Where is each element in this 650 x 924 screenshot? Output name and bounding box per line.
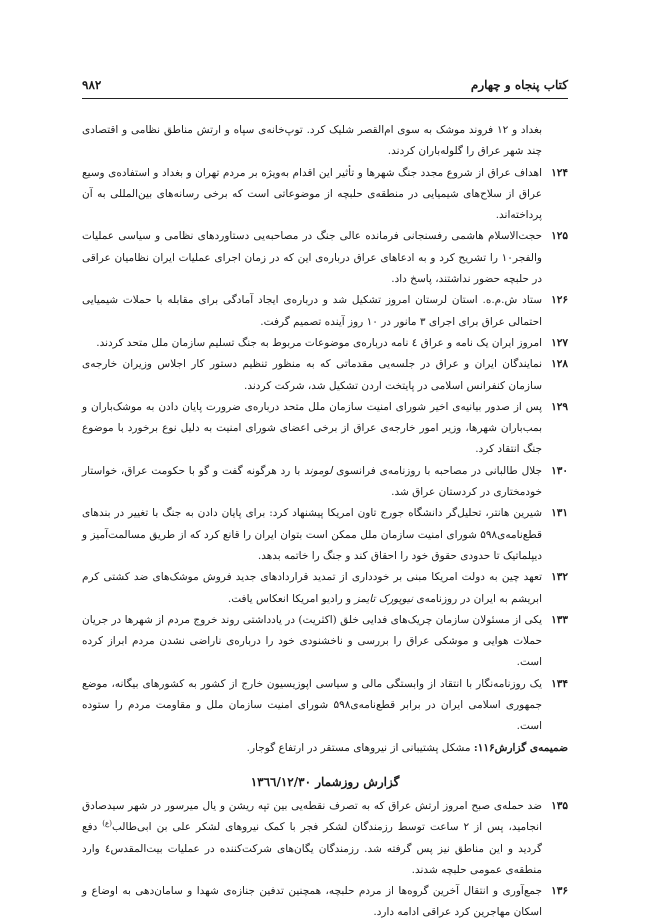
list-item [82, 503, 568, 567]
book-title: کتاب پنجاه و چهارم [470, 78, 568, 92]
item-text: اهداف عراق از شروع مجدد جنگ شهرها و تأثیر این اقدام به‌ویژه بر مردم تهران و بغداد و استفاده‌ی وسیع عراق از سلاح‌های شیمیایی در منطقه‌ی حلبچه از موضوعاتی است که برخی رسانه‌های بین‌المللی به آن پرداخته‌اند. [82, 166, 542, 222]
list-item [82, 674, 568, 738]
item-text-part: و رادیو امریکا انعکاس یافت. [227, 592, 355, 605]
list-item [82, 290, 568, 333]
item-number: ۱۳۱ [551, 507, 568, 520]
list-item [82, 163, 568, 227]
item-text-part: با رد هرگونه گفت و گو با حکومت عراق، خواستار خودمختاری در کردستان عراق شد. [82, 464, 542, 499]
item-number: ۱۲۸ [551, 358, 568, 371]
list-item [82, 610, 568, 674]
item-text [82, 796, 542, 881]
item-text: امروز ایران یک نامه و عراق ٤ نامه درباره‌ی موضوعات مربوط به جنگ تسلیم سازمان ملل متحد کردند. [96, 336, 542, 349]
appendix-text: مشکل پشتیبانی از نیروهای مستقر در ارتفاع گوجار. [246, 741, 474, 754]
list-item [82, 333, 568, 354]
item-number: ۱۲۷ [551, 336, 568, 349]
item-text [82, 461, 542, 504]
item-number: ۱۳۴ [551, 677, 568, 690]
item-number: ۱۳۲ [551, 571, 568, 584]
list-item [82, 881, 568, 924]
list-item [82, 796, 568, 881]
page-number: ۹۸۲ [82, 78, 102, 92]
item-text-part: جلال طالبانی در مصاحبه با روزنامه‌ی فرانسوی [332, 464, 542, 477]
item-number: ۱۲۵ [551, 230, 568, 243]
item-number: ۱۳۰ [551, 464, 568, 477]
continuation-paragraph: بغداد و ۱۲ فروند موشک به سوی ام‌القصر شلیک کرد. توپ‌خانه‌ی سپاه و ارتش مناطق نظامی و اقتصادی چند شهر عراق را گلوله‌باران کردند. [82, 124, 543, 158]
page-header [82, 78, 568, 92]
page-content [82, 120, 568, 924]
item-number: ۱۳۶ [551, 885, 568, 898]
honorific-superscript: (ع) [102, 819, 112, 828]
item-text: پس از صدور بیانیه‌ی اخیر شورای امنیت سازمان ملل متحد درباره‌ی ضرورت پایان دادن به موشک‌باران و بمب‌باران شهرها، وزیر امور خارجه‌ی عراق از برخی اعضای شورای امنیت به دلیل نوع برخورد با موضوع جنگ انتقاد کرد. [82, 400, 542, 456]
newspaper-name: نیویورک تایمز [354, 592, 414, 605]
item-text: شیرین هانتر، تحلیل‌گر دانشگاه جورج تاون امریکا پیشنهاد کرد: برای پایان دادن به جنگ با تغییر در بندهای قطع‌نامه‌ی۵۹۸ شورای امنیت سازمان ملل ممکن است بتوان ایران را قانع کرد که از طریق مسالمت‌آمیز و دیپلماتیک تا حدودی حقوق خود را احقاق کند و جنگ را خاتمه بدهد. [82, 507, 542, 562]
item-number: ۱۳۳ [551, 613, 568, 626]
list-item [82, 567, 568, 610]
item-text: ستاد ش.م.ه. استان لرستان امروز تشکیل شد و درباره‌ی ایجاد آمادگی برای مقابله با حملات شیمیایی احتمالی عراق برای اجرای ۳ مانور در ۱۰ روز آینده تصمیم گرفت. [82, 294, 542, 328]
item-text: نمایندگان ایران و عراق در جلسه‌یی مقدماتی که به منظور تنظیم دستور کار اجلاس وزیران خارجه‌ی سازمان کنفرانس اسلامی در پایتخت اردن تشکیل شد، شرکت کردند. [82, 358, 542, 392]
appendix-label: ضمیمه‌ی گزارش۱۱۶: [473, 741, 568, 754]
list-item [82, 461, 568, 504]
item-text: حجت‌الاسلام هاشمی رفسنجانی فرمانده عالی جنگ در مصاحبه‌یی دستاوردهای نظامی و سیاسی عملیات والفجر۱۰ را تشریح کرد و به ادعاهای عراق درباره‌ی این که در زمان اجرای عملیات ایران نظامیان عراقی در حلبچه حضور نداشتند، پاسخ داد. [82, 230, 542, 286]
item-text: یکی از مسئولان سازمان چریک‌های فدایی خلق (اکثریت) در یادداشتی روند خروج مردم از شهرها در جریان حملات هوایی و موشکی عراق را بررسی و ناخشنودی خود را درباره‌ی ناراضی نشدن مردم ابراز کرده است. [82, 613, 542, 669]
item-text-part: دفع گردید و این مناطق نیز پس گرفته شد. رزمندگان یگان‌های شرکت‌کننده در عملیات بیت‌المقدس٤ وارد منطقه‌ی عمومی حلبچه شدند. [82, 821, 542, 876]
item-number: ۱۲۶ [551, 294, 568, 307]
newspaper-name: لوموند [304, 464, 333, 477]
item-text: جمع‌آوری و انتقال آخرین گروه‌ها از مردم حلبچه، همچنین تدفین جنازه‌ی شهدا و سامان‌دهی به اوضاع و اسکان مهاجرین کرد عراقی ادامه دارد. [82, 885, 542, 919]
section-title: گزارش روزشمار ۱۳٦٦/۱۲/۳۰ [250, 774, 400, 789]
list-item [82, 397, 568, 461]
item-text-part: تعهد چین به دولت امریکا مبنی بر خودداری از تمدید قراردادهای جدید فروش موشک‌های ضد کشتی کرم ابریشم به ایران در روزنامه‌ی [82, 571, 542, 605]
header-rule [82, 98, 568, 99]
item-text [82, 567, 542, 610]
item-number: ۱۳۵ [551, 799, 568, 812]
item-text: یک روزنامه‌نگار با انتقاد از وابستگی مالی و سیاسی اپوزیسیون خارج از کشور به کشورهای بیگانه، موضع جمهوری اسلامی ایران در برابر قطع‌نامه‌ی۵۹۸ شورای امنیت سازمان ملل و مقاومت مردم را ستوده است. [82, 677, 542, 733]
list-item [82, 354, 568, 397]
list-item [82, 226, 568, 290]
item-number: ۱۲۹ [551, 400, 568, 413]
item-number: ۱۲۴ [551, 166, 568, 179]
appendix-note [82, 738, 568, 759]
item-text-part: ضد حمله‌ی صبح امروز ارتش عراق که به تصرف نقطه‌یی بین تپه ریشن و یال میرسور در شهر سیدصادق انجامید، پس از ۲ ساعت توسط رزمندگان لشکر فجر با کمک نیروهای لشکر علی بن ابی‌طالب [82, 799, 542, 834]
